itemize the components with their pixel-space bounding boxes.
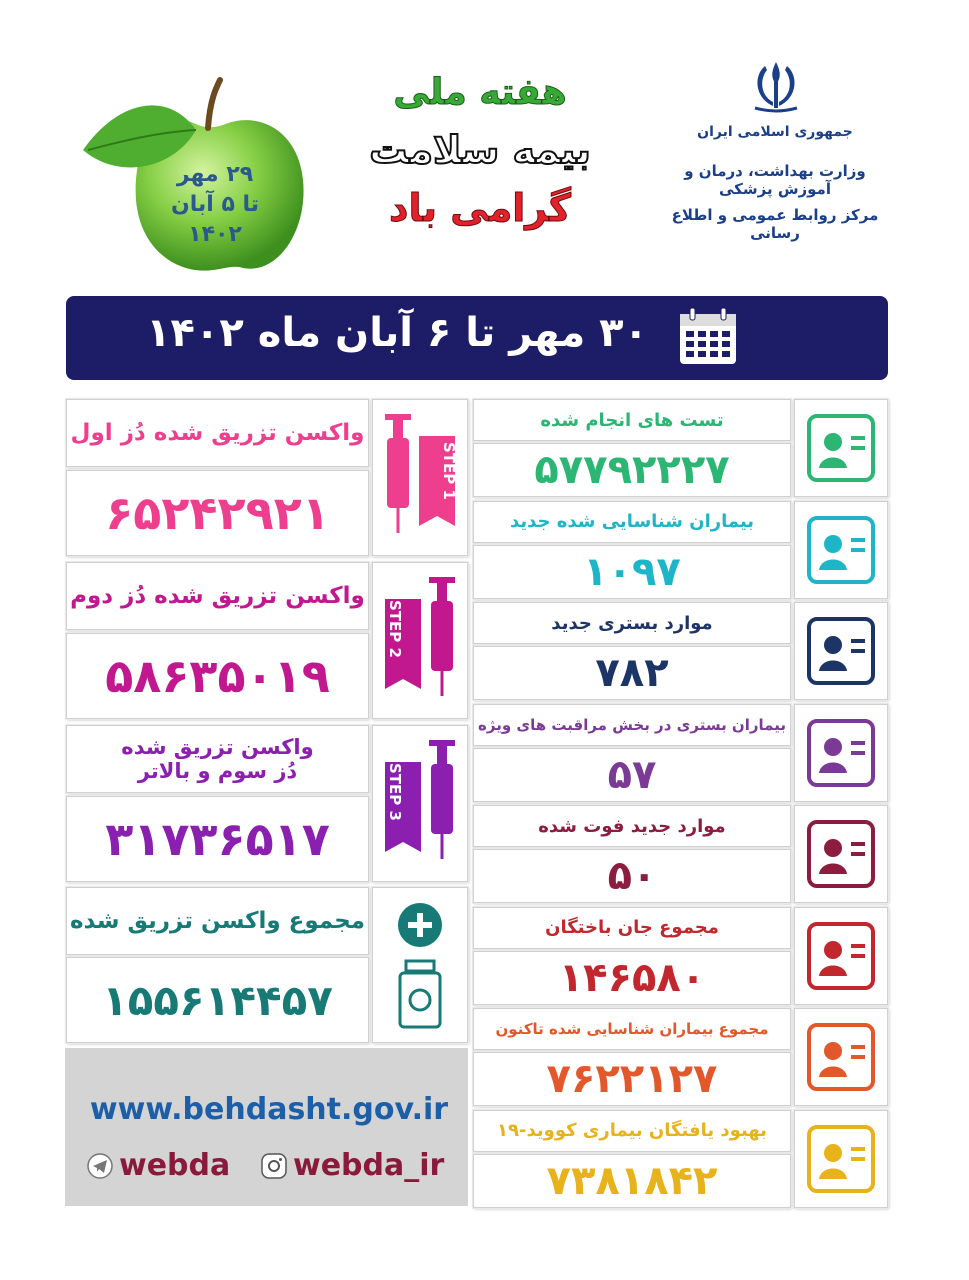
- stat-value-box: [473, 951, 791, 1005]
- stat-value: ۷۳۸۱۸۴۲: [546, 1157, 718, 1204]
- stat-label: تست های انجام شده: [540, 409, 724, 431]
- week-title-line1: هفته ملی: [393, 72, 567, 113]
- death-icon: [803, 816, 879, 892]
- stat-label-box: [473, 1110, 791, 1152]
- stat-icon-box: [794, 501, 888, 599]
- total-vaccine-label: مجموع واکسن تزریق شده: [69, 908, 366, 934]
- stat-value: ۷۶۲۲۱۲۷: [546, 1056, 718, 1102]
- step1-box: [372, 399, 468, 556]
- calendar-icon: [676, 306, 740, 368]
- stat-icon-box: [794, 1110, 888, 1208]
- step1-label: STEP 1: [440, 442, 458, 500]
- dose1-label-box: [66, 399, 369, 467]
- stat-label: بهبود یافتگان بیماری کووید-۱۹: [497, 1120, 767, 1141]
- dose1-label: واکسن تزریق شده دُز اول: [70, 420, 365, 446]
- vaccine-vial-box: [372, 887, 468, 1043]
- stat-label: بیماران شناسایی شده جدید: [509, 511, 755, 532]
- stat-value-box: [473, 849, 791, 903]
- dose3-value: ۳۱۷۳۶۵۱۷: [105, 812, 330, 866]
- stat-label: مجموع جان باختگان: [545, 917, 719, 938]
- stat-label: بیماران بستری در بخش مراقبت های ویژه: [478, 715, 786, 734]
- dose2-value: ۵۸۶۳۵۰۱۹: [105, 649, 330, 703]
- stat-icon-box: [794, 805, 888, 903]
- date-banner: [66, 296, 888, 380]
- stat-value: ۵۷: [607, 751, 657, 798]
- step2-label: STEP 2: [386, 600, 404, 658]
- stat-label-box: [473, 907, 791, 949]
- ministry-line3: مرکز روابط عمومی و اطلاع رسانی: [671, 206, 879, 242]
- stat-label-box: [473, 1008, 791, 1050]
- dose3-value-box: [66, 796, 369, 882]
- week-title-line2: بیمه سلامت: [369, 128, 591, 172]
- date-range: ۳۰ مهر تا ۶ آبان ماه ۱۴۰۲: [146, 310, 648, 356]
- website-link[interactable]: www.behdasht.gov.ir: [89, 1092, 449, 1127]
- apple-date: [160, 160, 270, 250]
- telegram-icon: [87, 1153, 113, 1179]
- stat-value: ۵۷۷۹۲۲۲۷: [534, 447, 730, 493]
- step3-label: STEP 3: [386, 763, 404, 821]
- vaccine-vial-icon: [380, 895, 460, 1035]
- stat-value: ۱۰۹۷: [583, 548, 681, 595]
- stat-label-box: [473, 399, 791, 441]
- total-vaccine-label-box: [66, 887, 369, 955]
- week-title-line3: گرامی باد: [388, 186, 571, 230]
- dose3-label-line1: واکسن تزریق شده: [121, 735, 314, 759]
- ministry-line1: جمهوری اسلامی ایران: [697, 124, 853, 140]
- stat-label: موارد بستری جدید: [551, 612, 713, 634]
- dose2-label: واکسن تزریق شده دُز دوم: [70, 583, 365, 609]
- step3-box: [372, 725, 468, 882]
- step2-box: [372, 562, 468, 719]
- stat-value-box: [473, 748, 791, 802]
- deceased-total-icon: [803, 918, 879, 994]
- stat-value-box: [473, 1154, 791, 1208]
- dose2-value-box: [66, 633, 369, 719]
- stat-value: ۵۰: [607, 853, 657, 899]
- stat-icon-box: [794, 1008, 888, 1106]
- footer-panel: [65, 1048, 468, 1206]
- total-vaccine-value: ۱۵۵۶۱۴۴۵۷: [102, 975, 333, 1025]
- telegram-handle[interactable]: [87, 1148, 230, 1183]
- iran-emblem-icon: [745, 58, 807, 114]
- stat-label-box: [473, 602, 791, 644]
- stat-label-box: [473, 805, 791, 847]
- stat-label: موارد جدید فوت شده: [538, 815, 726, 837]
- apple-date-line2: تا ۵ آبان: [170, 192, 260, 217]
- stat-icon-box: [794, 704, 888, 802]
- stat-value-box: [473, 545, 791, 599]
- apple-date-line1: ۲۹ مهر: [176, 162, 254, 187]
- stat-value-box: [473, 1052, 791, 1106]
- dose1-value: ۶۵۲۴۲۹۲۱: [105, 486, 330, 540]
- dose3-label-box: [66, 725, 369, 793]
- stat-value: ۱۴۶۵۸۰: [558, 954, 706, 1001]
- dose1-value-box: [66, 470, 369, 556]
- patients-total-icon: [803, 1019, 879, 1095]
- stat-label-box: [473, 704, 791, 746]
- stat-value-box: [473, 646, 791, 700]
- stat-value-box: [473, 443, 791, 497]
- test-tubes-icon: [803, 410, 879, 486]
- stat-icon-box: [794, 602, 888, 700]
- stat-icon-box: [794, 907, 888, 1005]
- instagram-handle-text: webda_ir: [293, 1148, 445, 1183]
- instagram-icon: [261, 1153, 287, 1179]
- stat-icon-box: [794, 399, 888, 497]
- stat-label-box: [473, 501, 791, 543]
- ministry-line2: وزارت بهداشت، درمان و آموزش پزشکی: [684, 162, 866, 198]
- telegram-handle-text: webda: [119, 1148, 231, 1183]
- total-vaccine-value-box: [66, 957, 369, 1043]
- apple-date-line3: ۱۴۰۲: [188, 222, 242, 247]
- hospital-bed-icon: [803, 613, 879, 689]
- dose2-label-box: [66, 562, 369, 630]
- recovered-icon: [803, 1121, 879, 1197]
- icu-bed-icon: [803, 715, 879, 791]
- dose3-label-line2: دُز سوم و بالاتر: [137, 759, 298, 783]
- identified-patient-icon: [803, 512, 879, 588]
- stat-value: ۷۸۲: [595, 650, 669, 696]
- stat-label: مجموع بیماران شناسایی شده تاکنون: [495, 1020, 769, 1038]
- instagram-handle[interactable]: [261, 1148, 444, 1183]
